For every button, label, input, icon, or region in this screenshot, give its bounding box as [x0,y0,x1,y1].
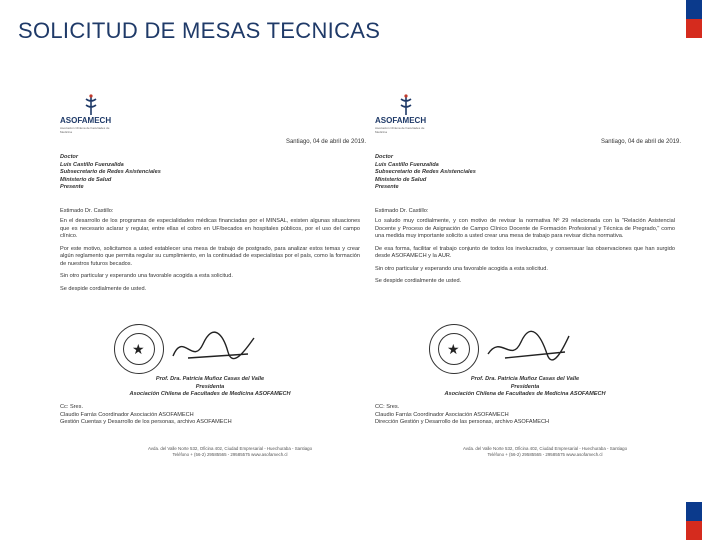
asofamech-logo [60,94,120,135]
letter-signer [60,376,360,399]
cc-line: Claudio Farrás Coordinador Asociación ASOFAMECH [60,411,194,418]
signature-icon [483,326,573,368]
signer-line: Asociación Chilena de Facultades de Medicina ASOFAMECH [129,391,291,398]
letter-date: Santiago, 04 de abril de 2019. [285,139,366,145]
footer-line: Teléfono + (56-2) 29585565 - 29585575 www.asofamech.cl [487,451,603,457]
letter-greeting: Estimado Dr. Castillo: [375,208,429,214]
footer-line: Avda. del Valle Norte 532, Oficina 402, Ciudad Empresarial - Huechuraba - Santiago [147,446,313,451]
signature-icon [168,326,258,368]
address-line: Doctor [60,154,79,160]
footer-line: Avda. del Valle Norte 532, Oficina 402, Ciudad Empresarial - Huechuraba - Santiago [462,446,628,451]
letter-greeting: Estimado Dr. Castillo: [60,208,114,214]
official-seal-icon: ★ [114,324,164,374]
address-line: Luis Castillo Fuenzalida [375,161,439,168]
address-line: Subsecretario de Redes Asistenciales [60,169,161,176]
address-line: Presente [375,184,399,191]
letter-paragraph: Se despide cordialmente de usted. [375,278,462,285]
letter-address [375,154,476,192]
address-line: Luis Castillo Fuenzalida [60,161,124,168]
footer-line: Teléfono + (56-2) 29585565 - 29585575 www.asofamech.cl [172,451,288,457]
letter-footer [435,446,655,458]
address-line: Doctor [375,154,394,160]
logo-name: ASOFAMECH [375,116,427,125]
letter-paragraph: Lo saludo muy cordialmente, y con motivo de revisar la normativa Nº 29 relacionada con la "Relación Asistencial Docente y Proceso de Asignación de Campo Clínico Docente de Formación Profesional y Técnica de Pregrado," como una medida muy importante solicito a usted crear una mesa de trabajo para revisar dicha normativa. [375,218,675,240]
address-line: Ministerio de Salud [60,176,112,183]
letter-address [60,154,161,192]
letter-body [60,218,360,298]
letter-paragraph: En el desarrollo de los programas de especialidades médicas financiadas por el MINSAL, existen algunas situaciones que es necesario aclarar y regular, entre ellas el cobro en UF/becados en hospitales públicos, por el uso del campo clínico. [60,218,360,240]
letter-left [60,88,370,473]
letter-body [375,218,675,291]
cc-line: Gestión Cuentas y Desarrollo de los personas, archivo ASOFAMECH [60,419,232,426]
asofamech-logo [375,94,435,135]
letter-footer [120,446,340,458]
letter-paragraph: Por este motivo, solicitamos a usted establecer una mesa de trabajo de postgrado, para analizar estos temas y crear algún reglamento que permita regular su cumplimiento, en la continuidad de especialistas por el país, como la formación de nuestros futuros becados. [60,245,360,267]
caduceus-icon [82,94,100,116]
letter-paragraph: Se despide cordialmente de usted. [60,285,147,292]
logo-subtitle: Asociación Chilena de Facultades de Medicina [60,126,110,135]
signer-line: Prof. Dra. Patricia Muñoz Casas del Valle [470,376,580,382]
chile-flag-accent-bottom [686,502,702,540]
address-line: Subsecretario de Redes Asistenciales [375,169,476,176]
letter-signer [375,376,675,399]
letter-paragraph: Sin otro particular y esperando una favorable acogida a esta solicitud. [375,265,548,272]
signer-line: Presidenta [195,383,225,390]
letter-cc [60,404,360,427]
logo-name: ASOFAMECH [60,116,112,125]
signer-line: Prof. Dra. Patricia Muñoz Casas del Valle [155,376,265,382]
caduceus-icon [397,94,415,116]
letter-date: Santiago, 04 de abril de 2019. [600,139,681,145]
cc-line: CC: Sres. [375,404,400,410]
letter-cc [375,404,675,427]
letter-paragraph: Sin otro particular y esperando una favorable acogida a esta solicitud. [60,273,233,280]
cc-line: Cc: Sres. [60,404,84,410]
signer-line: Asociación Chilena de Facultades de Medicina ASOFAMECH [444,391,606,398]
slide-title: SOLICITUD DE MESAS TECNICAS [18,18,381,43]
cc-line: Dirección Gestión y Desarrollo de las personas, archivo ASOFAMECH [375,419,550,426]
logo-subtitle: Asociación Chilena de Facultades de Medicina [375,126,425,135]
letter-paragraph: De esa forma, facilitar el trabajo conjunto de todos los involucrados, y consensuar las observaciones que han surgido desde ASOFAMECH y la AUR. [375,245,675,260]
address-line: Presente [60,184,84,191]
address-line: Ministerio de Salud [375,176,427,183]
signer-line: Presidenta [510,383,540,390]
chile-flag-accent-top [686,0,702,38]
cc-line: Claudio Farrás Coordinador Asociación ASOFAMECH [375,411,509,418]
letter-right [375,88,685,473]
official-seal-icon: ★ [429,324,479,374]
